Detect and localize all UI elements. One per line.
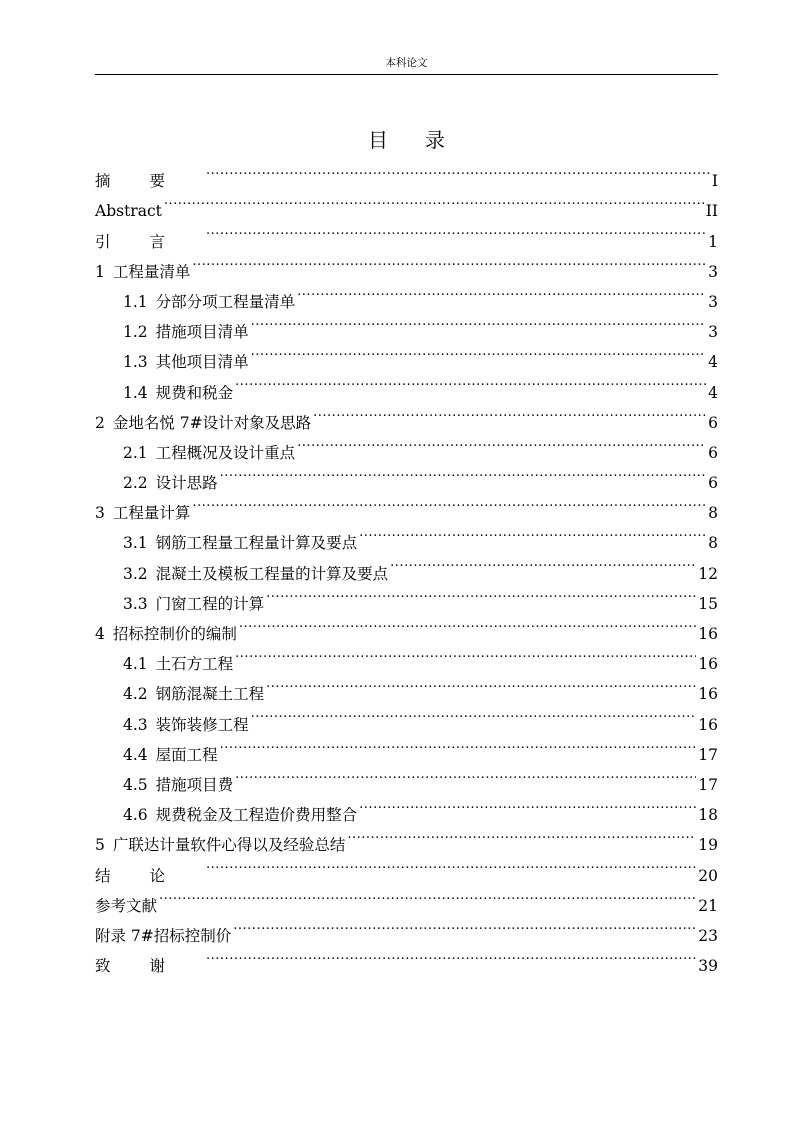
toc-entry-number: 1.2 (123, 323, 148, 342)
toc-entry-page-number: 39 (698, 957, 718, 976)
toc-entry-number: 5 (95, 836, 105, 855)
toc-entry-number: 2 (95, 413, 105, 432)
toc-title: 目录 (368, 128, 482, 152)
dot-leader (297, 277, 706, 307)
toc-entry-label: 金地名悦 7#设计对象及思路 (112, 413, 312, 432)
toc-entry-label: 门窗工程的计算 (155, 594, 265, 613)
dot-leader (347, 820, 696, 850)
toc-entry-number: 2.1 (123, 443, 148, 462)
dot-leader (192, 488, 706, 518)
toc-entry-page-number: I (711, 172, 718, 191)
toc-entry-label: 措施项目清单 (155, 323, 249, 342)
toc-entry-number: 4.2 (123, 685, 148, 704)
toc-entry-page-number: 17 (698, 775, 718, 794)
toc-entry-page-number: 6 (708, 474, 718, 493)
toc-entry-number: 1.4 (123, 383, 148, 402)
toc-entry-page-number: 6 (708, 443, 718, 462)
dot-leader (266, 669, 696, 699)
toc-entry-number: 4.1 (123, 655, 148, 674)
toc-entry[interactable] (95, 881, 718, 915)
dot-leader (239, 609, 696, 639)
toc-entry-page-number: 23 (698, 926, 718, 945)
dot-leader (359, 518, 706, 548)
dot-leader (251, 307, 706, 337)
dot-leader (220, 730, 697, 760)
dot-leader (235, 760, 696, 790)
toc-entry-page-number: 1 (708, 232, 718, 251)
toc-entry-label: 其他项目清单 (155, 353, 249, 372)
toc-entry-number: 3.2 (123, 564, 148, 583)
table-of-contents (95, 156, 718, 976)
toc-entry-page-number: 6 (708, 413, 718, 432)
toc-entry-label: 措施项目费 (155, 775, 234, 794)
toc-entry-number: 3 (95, 504, 105, 523)
toc-entry-number: 4.6 (123, 806, 148, 825)
dot-leader (206, 216, 706, 246)
toc-entry-page-number: 8 (708, 504, 718, 523)
toc-entry-label: 工程量清单 (112, 262, 191, 281)
toc-entry-number: 4 (95, 625, 105, 643)
dot-leader (159, 881, 696, 911)
running-title: 本科论文 (385, 57, 428, 69)
toc-entry-label: 混凝土及模板工程量的计算及要点 (155, 564, 389, 583)
toc-entry-page-number: 16 (698, 655, 718, 674)
toc-entry-label: 招标控制价的编制 (112, 625, 237, 643)
dot-leader (192, 247, 706, 277)
toc-entry-page-number: 3 (708, 323, 718, 342)
toc-entry[interactable] (95, 216, 718, 251)
toc-entry-label: Abstract (95, 202, 162, 221)
dot-leader (390, 548, 696, 578)
toc-entry-number: 3.1 (123, 534, 148, 553)
toc-entry-page-number: II (705, 202, 718, 221)
dot-leader (251, 337, 706, 367)
toc-entry-label: 分部分项工程量清单 (155, 292, 296, 311)
toc-entry-label: 装饰装修工程 (155, 715, 249, 734)
dot-leader (206, 156, 710, 186)
toc-entry-page-number: 18 (698, 806, 718, 825)
toc-entry-page-number: 12 (698, 564, 718, 583)
toc-entry-label: 钢筋混凝土工程 (155, 685, 265, 704)
toc-entry-page-number: 20 (698, 866, 718, 885)
dot-leader (206, 850, 696, 880)
dot-leader (235, 367, 706, 397)
toc-entry-page-number: 17 (698, 745, 718, 764)
toc-entry-label: 土石方工程 (155, 655, 234, 674)
toc-entry[interactable] (95, 156, 718, 191)
toc-entry-page-number: 8 (708, 534, 718, 553)
toc-entry-label: 工程概况及设计重点 (155, 443, 296, 462)
toc-entry-label: 附录 7#招标控制价 (95, 926, 232, 945)
toc-entry-label: 设计思路 (155, 474, 218, 493)
toc-entry-number: 1.3 (123, 353, 148, 372)
toc-entry-label: 钢筋工程量工程量计算及要点 (155, 534, 358, 553)
toc-entry-number: 4.3 (123, 715, 148, 734)
dot-leader (359, 790, 696, 820)
toc-entry-page-number: 4 (708, 353, 718, 372)
toc-entry-page-number: 3 (708, 292, 718, 311)
toc-entry-label: 摘要 (95, 172, 205, 191)
dot-leader (297, 428, 706, 458)
toc-entry-page-number: 15 (698, 594, 718, 613)
toc-entry-number: 4.4 (123, 745, 148, 764)
toc-entry-label: 广联达计量软件心得以及经验总结 (112, 836, 346, 855)
toc-entry-page-number: 4 (708, 383, 718, 402)
dot-leader (233, 911, 696, 941)
toc-entry-number: 3.3 (123, 594, 148, 613)
toc-entry-number: 2.2 (123, 474, 148, 493)
dot-leader (220, 458, 706, 488)
toc-entry-label: 工程量计算 (112, 504, 191, 523)
toc-entry-page-number: 3 (708, 262, 718, 281)
toc-entry-number: 1.1 (123, 292, 148, 311)
toc-entry-label: 引言 (95, 232, 205, 251)
toc-entry-label: 屋面工程 (155, 745, 218, 764)
dot-leader (235, 639, 696, 669)
toc-entry[interactable] (95, 186, 718, 221)
page-header (95, 56, 718, 75)
toc-entry-page-number: 16 (698, 715, 718, 734)
toc-entry-page-number: 21 (698, 896, 718, 915)
toc-entry[interactable] (95, 911, 718, 945)
dot-leader (313, 398, 706, 428)
toc-entry-label: 结论 (95, 866, 205, 885)
dot-leader (206, 941, 696, 971)
toc-entry-page-number: 19 (698, 836, 718, 855)
toc-entry-page-number: 16 (698, 625, 718, 643)
toc-entry-label: 规费和税金 (155, 383, 234, 402)
dot-leader (164, 186, 704, 216)
toc-entry-page-number: 16 (698, 685, 718, 704)
toc-entry-label: 参考文献 (95, 896, 158, 915)
dot-leader (266, 579, 696, 609)
dot-leader (251, 699, 697, 729)
toc-entry-label: 规费税金及工程造价费用整合 (155, 806, 358, 825)
toc-entry-number: 1 (95, 262, 105, 281)
toc-entry-label: 致谢 (95, 957, 205, 976)
toc-entry-number: 4.5 (123, 775, 148, 794)
